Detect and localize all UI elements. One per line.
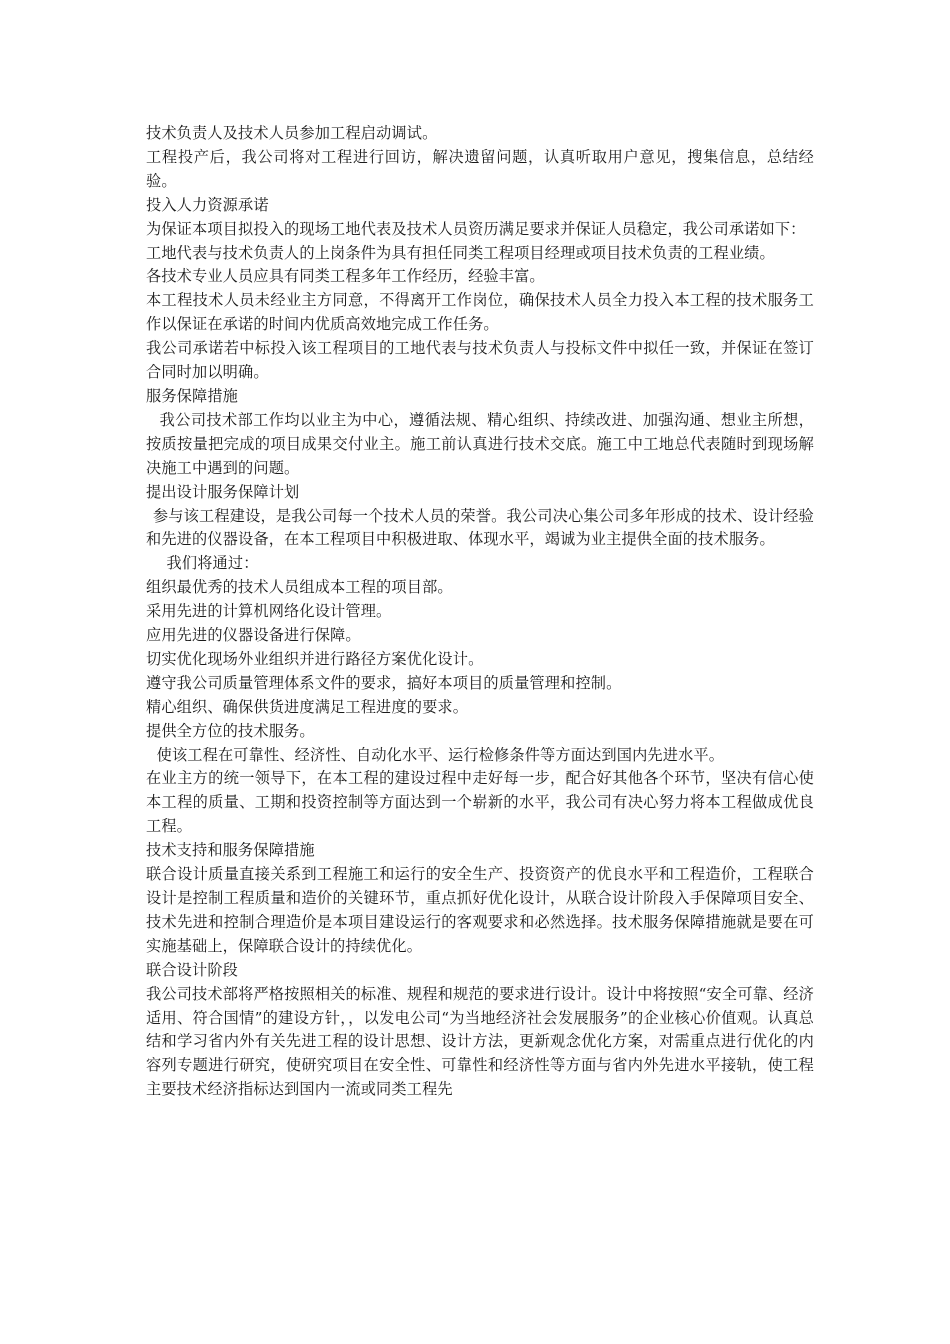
list-item: 组织最优秀的技术人员组成本工程的项目部。	[146, 578, 453, 597]
list-item: 采用先进的计算机网络化设计管理。	[146, 602, 392, 621]
paragraph: 联合设计质量直接关系到工程施工和运行的安全生产、投资资产的优良水平和工程造价，工程联合设计是控制工程质量和造价的关键环节，重点抓好优化设计，从联合设计阶段入手保障项目安全、技术先进和控制合理造价是本项目建设运行的客观要求和必然选择。技术服务保障措施就是要在可实施基础上，保障联合设计的持续优化。	[146, 865, 814, 955]
list-item: 精心组织、确保供货进度满足工程进度的要求。	[146, 697, 469, 716]
paragraph: 工程投产后，我公司将对工程进行回访，解决遗留问题，认真听取用户意见，搜集信息，总结经验。	[146, 147, 814, 190]
list-item: 提供全方位的技术服务。	[146, 721, 315, 740]
paragraph: 参与该工程建设，是我公司每一个技术人员的荣誉。我公司决心集公司多年形成的技术、设计经验和先进的仪器设备，在本工程项目中积极进取、体现水平，竭诚为业主提供全面的技术服务。	[146, 506, 814, 549]
list-item: 遵守我公司质量管理体系文件的要求，搞好本项目的质量管理和控制。	[146, 673, 622, 692]
paragraph: 各技术专业人员应具有同类工程多年工作经历，经验丰富。	[146, 267, 545, 286]
list-item: 切实优化现场外业组织并进行路径方案优化设计。	[146, 649, 484, 668]
paragraph: 我公司技术部将严格按照相关的标准、规程和规范的要求进行设计。设计中将按照“安全可靠、经济适用、符合国情”的建设方针，，以发电公司“为当地经济社会发展服务”的企业核心价值观。认真总结和学习省内外有关先进工程的设计思想、设计方法，更新观念优化方案，对需重点进行优化的内容列专题进行研究，使研究项目在安全性、可靠性和经济性等方面与省内外先进水平接轨，使工程主要技术经济指标达到国内一流或同类工程先	[146, 984, 814, 1099]
document-body	[146, 122, 814, 1102]
paragraph: 工地代表与技术负责人的上岗条件为具有担任同类工程项目经理或项目技术负责的工程业绩。	[146, 243, 775, 262]
paragraph: 我们将通过：	[166, 554, 259, 573]
paragraph: 技术负责人及技术人员参加工程启动调试。	[146, 124, 438, 142]
paragraph: 为保证本项目拟投入的现场工地代表及技术人员资历满足要求并保证人员稳定，我公司承诺如下：	[146, 219, 806, 238]
paragraph: 本工程技术人员未经业主方同意，不得离开工作岗位，确保技术人员全力投入本工程的技术服务工作以保证在承诺的时间内优质高效地完成工作任务。	[146, 291, 814, 334]
section-heading: 服务保障措施	[146, 386, 239, 405]
list-item: 应用先进的仪器设备进行保障。	[146, 626, 361, 645]
paragraph: 我公司承诺若中标投入该工程项目的工地代表与技术负责人与投标文件中拟任一致，并保证在签订合同时加以明确。	[146, 339, 814, 382]
paragraph: 使该工程在可靠性、经济性、自动化水平、运行检修条件等方面达到国内先进水平。	[156, 745, 725, 764]
paragraph: 在业主方的统一领导下，在本工程的建设过程中走好每一步，配合好其他各个环节，坚决有信心使本工程的质量、工期和投资控制等方面达到一个崭新的水平，我公司有决心努力将本工程做成优良工程。	[146, 769, 814, 836]
section-heading: 投入人力资源承诺	[146, 195, 269, 214]
section-heading: 技术支持和服务保障措施	[146, 841, 315, 860]
paragraph: 我公司技术部工作均以业主为中心，遵循法规、精心组织、持续改进、加强沟通、想业主所想，按质按量把完成的项目成果交付业主。施工前认真进行技术交底。施工中工地总代表随时到现场解决施工中遇到的问题。	[146, 410, 814, 477]
section-heading: 提出设计服务保障计划	[146, 482, 300, 501]
section-heading: 联合设计阶段	[146, 960, 239, 979]
